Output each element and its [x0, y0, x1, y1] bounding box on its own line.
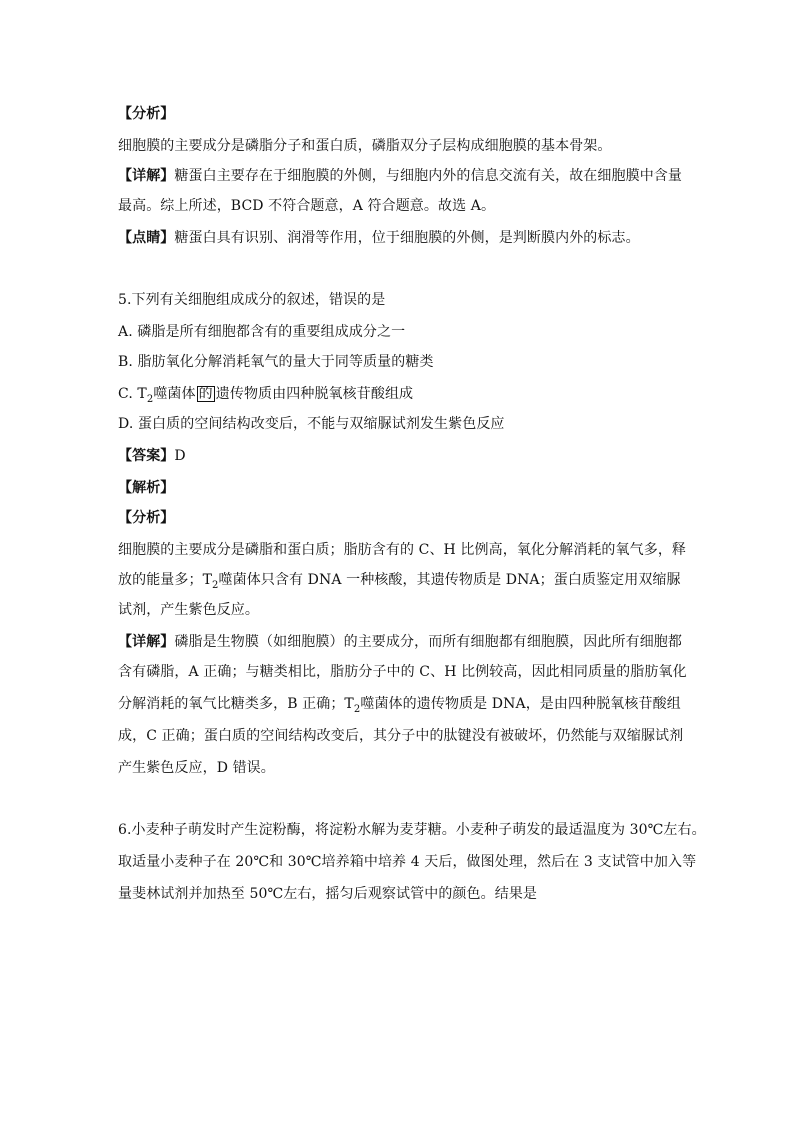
detail-line-1 — [118, 166, 682, 186]
q6-stem-line-3: 量斐林试剂并加热至 50℃左右，摇匀后观察试管中的颜色。结果是 — [118, 886, 538, 902]
q5-analysis-line-2-b: 噬菌体只含有 DNA 一种核酸，其遗传物质是 DNA；蛋白质鉴定用双缩脲 — [218, 572, 681, 588]
q5-detail-line-3 — [118, 694, 681, 714]
q5-option-a: A. 磷脂是所有细胞都含有的重要组成成分之一 — [118, 324, 406, 340]
q6-stem-line-1: 6.小麦种子萌发时产生淀粉酶，将淀粉水解为麦芽糖。小麦种子萌发的最适温度为 30℃左右。 — [118, 822, 706, 838]
q5-detail-line-3-a: 分解消耗的氧气比糖类多，B 正确；T — [118, 696, 354, 712]
q5-analysis-line-2 — [118, 570, 681, 590]
q5-stem: 5.下列有关细胞组成成分的叙述，错误的是 — [118, 292, 386, 308]
q5-analysis-line-1: 细胞膜的主要成分是磷脂和蛋白质；脂肪含有的 C、H 比例高，氧化分解消耗的氧气多，释 — [118, 542, 687, 558]
q5-detail-line-1 — [118, 632, 682, 652]
q5-option-c-rest: 遗传物质由四种脱氧核苷酸组成 — [215, 386, 414, 402]
q5-detail-line-3-b: 噬菌体的遗传物质是 DNA，是由四种脱氧核苷酸组 — [360, 696, 681, 712]
q5-option-d: D. 蛋白质的空间结构改变后，不能与双缩脲试剂发生紫色反应 — [118, 416, 505, 432]
q5-detail-text-1: 磷脂是生物膜（如细胞膜）的主要成分，而所有细胞都有细胞膜，因此所有细胞都 — [174, 634, 683, 650]
q5-option-c-subscript: 2 — [146, 393, 154, 405]
q5-answer — [118, 446, 186, 466]
q5-detail-line-3-subscript: 2 — [353, 703, 361, 715]
comment-line — [118, 228, 640, 248]
q5-option-c-mid: 噬菌体 — [153, 386, 196, 402]
q5-analysis-line-3: 试剂，产生紫色反应。 — [118, 602, 259, 618]
q5-analysis-label: 【分析】 — [118, 510, 175, 526]
q5-detail-line-5: 产生紫色反应，D 错误。 — [118, 760, 275, 776]
q6-stem-line-2: 取适量小麦种子在 20℃和 30℃培养箱中培养 4 天后，做图处理，然后在 3 支试管中加入等 — [118, 854, 697, 870]
q5-answer-label: 【答案】 — [118, 448, 175, 464]
q5-analysis-line-2-subscript: 2 — [212, 579, 219, 591]
q5-detail-line-4: 成，C 正确；蛋白质的空间结构改变后，其分子中的肽键没有被破坏，仍然能与双缩脲试剂 — [118, 728, 684, 744]
comment-label: 【点睛】 — [118, 230, 175, 246]
q5-answer-value: D — [174, 448, 186, 464]
comment-text: 糖蛋白具有识别、润滑等作用，位于细胞膜的外侧，是判断膜内外的标志。 — [174, 230, 640, 246]
analysis-text: 细胞膜的主要成分是磷脂分子和蛋白质，磷脂双分子层构成细胞膜的基本骨架。 — [118, 138, 612, 154]
detail-line-2: 最高。综上所述，BCD 不符合题意，A 符合题意。故选 A。 — [118, 198, 496, 214]
detail-text-1: 糖蛋白主要存在于细胞膜的外侧，与细胞内外的信息交流有关，故在细胞膜中含量 — [174, 168, 683, 184]
q5-option-c-prefix: C. T — [118, 386, 147, 402]
analysis-label: 【分析】 — [118, 106, 175, 122]
q5-option-c — [118, 384, 413, 404]
q5-explanation-label: 【解析】 — [118, 480, 175, 496]
q5-detail-label: 【详解】 — [118, 634, 175, 650]
q5-option-c-boxed-char: 的 — [198, 386, 213, 402]
q5-analysis-line-2-a: 放的能量多；T — [118, 572, 213, 588]
q5-option-b: B. 脂肪氧化分解消耗氧气的量大于同等质量的糖类 — [118, 354, 434, 370]
detail-label: 【详解】 — [118, 168, 175, 184]
q5-detail-line-2: 含有磷脂，A 正确；与糖类相比，脂肪分子中的 C、H 比例较高，因此相同质量的脂肪氧化 — [118, 664, 687, 680]
